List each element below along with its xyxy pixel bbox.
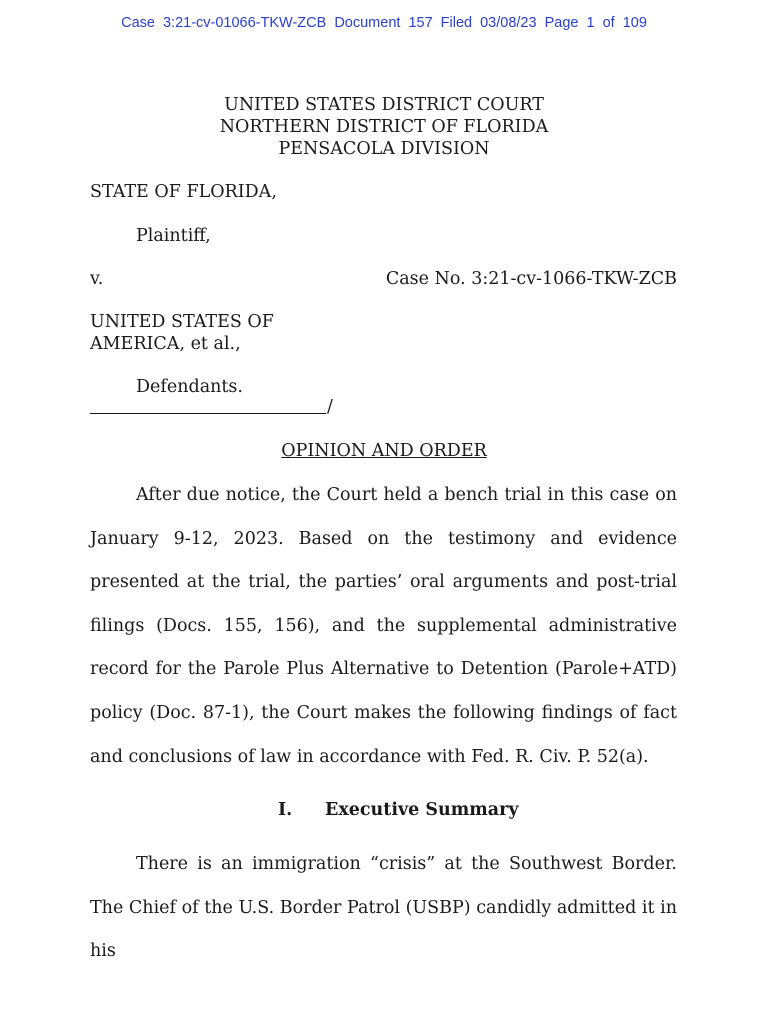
case-number: Case No. 3:21-cv-1066-TKW-ZCB [385, 269, 677, 289]
court-heading [0, 94, 768, 160]
plaintiff-role: Plaintiff, [136, 226, 211, 246]
body-paragraph: There is an immigration “crisis” at the Southwest Border. The Chief of the U.S. Border Patrol (USBP) candidly admitted it in his [90, 854, 677, 962]
versus-label: v. [90, 269, 104, 289]
case-header-stamp: Case 3:21-cv-01066-TKW-ZCB Document 157 Filed 03/08/23 Page 1 of 109 [121, 15, 647, 31]
document-title: OPINION AND ORDER [281, 441, 487, 461]
court-division-line: PENSACOLA DIVISION [278, 139, 490, 159]
court-name-line: UNITED STATES DISTRICT COURT [224, 95, 544, 115]
section-title: Executive Summary [325, 800, 519, 820]
body-paragraph: After due notice, the Court held a bench trial in this case on January 9-12, 2023. Based on the testimony and evidence presented at the trial, the parties’ oral arguments and post-trial filings (Docs. 155, 156), and the supplemental administrative record for the Parole Plus Alternative to Detention (Parole+ATD) policy (Doc. 87-1), the Court makes the following findings of fact and conclusions of law in accordance with Fed. R. Civ. P. 52(a). [90, 485, 677, 767]
court-district-line: NORTHERN DISTRICT OF FLORIDA [219, 117, 549, 137]
body-paragraph-2-block [90, 843, 677, 974]
section-number: I. [278, 800, 293, 820]
body-paragraph-1-block [90, 474, 677, 779]
plaintiff-name: STATE OF FLORIDA, [90, 182, 277, 202]
defendant-name-line1: UNITED STATES OF [90, 312, 274, 332]
caption-slash: / [327, 397, 333, 417]
defendant-name-line2: AMERICA, et al., [90, 334, 241, 354]
caption-rule [90, 413, 326, 414]
defendant-role: Defendants. [136, 377, 243, 397]
